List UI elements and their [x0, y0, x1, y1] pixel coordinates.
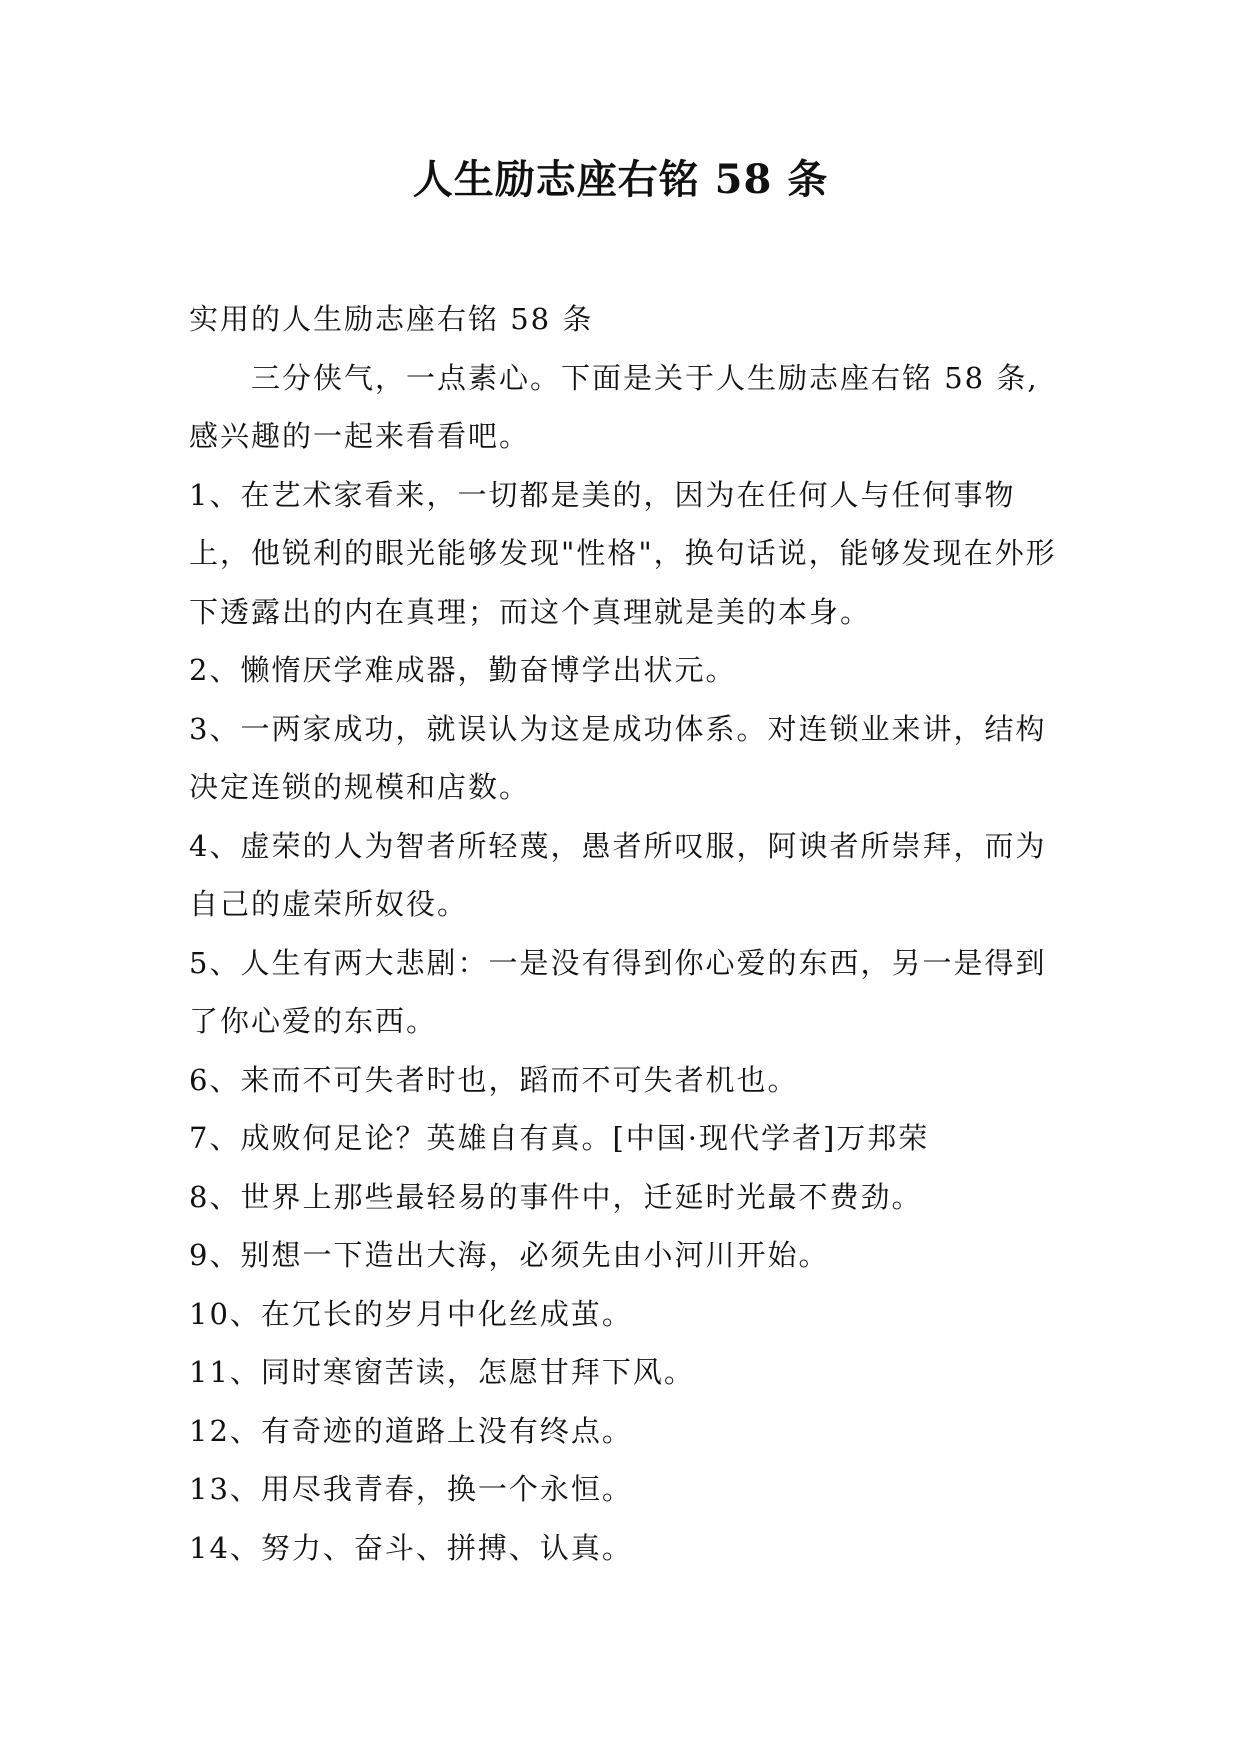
motto-item-12: 12、有奇迹的道路上没有终点。	[189, 1413, 633, 1448]
motto-item-9: 9、别想一下造出大海，必须先由小河川开始。	[189, 1238, 830, 1272]
motto-item-11: 11、同时寒窗苦读，怎愿甘拜下风。	[189, 1355, 695, 1389]
motto-item-4: 4、虚荣的人为智者所轻蔑，愚者所叹服，阿谀者所崇拜，而为自己的虚荣所奴役。	[189, 828, 1047, 921]
motto-item-2: 2、懒惰厌学难成器，勤奋博学出状元。	[189, 653, 737, 687]
motto-item-1: 1、在艺术家看来，一切都是美的，因为在任何人与任何事物上，他锐利的眼光能够发现"性格"，换句话说，能够发现在外形下透露出的内在真理；而这个真理就是美的本身。	[189, 477, 1057, 629]
intro-paragraph: 三分侠气，一点素心。下面是关于人生励志座右铭 58 条,感兴趣的一起来看看吧。	[189, 360, 1039, 453]
motto-item-13: 13、用尽我青春，换一个永恒。	[189, 1472, 633, 1506]
document-title: 人生励志座右铭 58 条	[412, 156, 829, 203]
motto-item-5: 5、人生有两大悲剧：一是没有得到你心爱的东西，另一是得到了你心爱的东西。	[189, 945, 1047, 1038]
document-body	[189, 290, 1061, 1577]
motto-item-3: 3、一两家成功，就误认为这是成功体系。对连锁业来讲，结构决定连锁的规模和店数。	[189, 711, 1047, 804]
document-subtitle: 实用的人生励志座右铭 58 条	[189, 302, 594, 336]
motto-item-14: 14、努力、奋斗、拼搏、认真。	[189, 1530, 633, 1565]
motto-item-8: 8、世界上那些最轻易的事件中，迁延时光最不费劲。	[189, 1179, 923, 1214]
motto-item-10: 10、在冗长的岁月中化丝成茧。	[189, 1296, 633, 1331]
motto-item-6: 6、来而不可失者时也，蹈而不可失者机也。	[189, 1062, 799, 1097]
motto-item-7: 7、成败何足论？英雄自有真。[中国·现代学者]万邦荣	[189, 1121, 930, 1155]
